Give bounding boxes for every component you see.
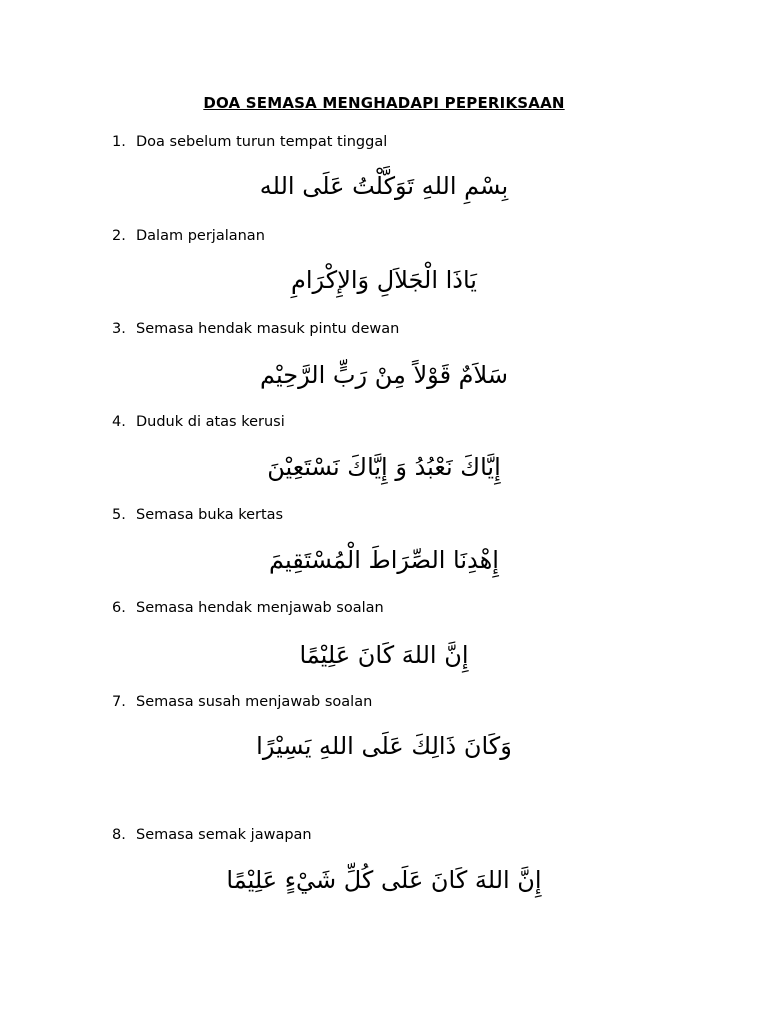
item-number: 3.	[112, 321, 126, 337]
item-text: Semasa hendak masuk pintu dewan	[136, 321, 400, 337]
item-number: 6.	[112, 600, 126, 616]
item-label	[112, 694, 372, 710]
item-label	[112, 228, 265, 244]
item-number: 4.	[112, 414, 126, 430]
item-text: Semasa hendak menjawab soalan	[136, 600, 384, 616]
arabic-prayer: وَكَانَ ذَالِكَ عَلَى اللهِ يَسِيْرًا	[256, 732, 512, 760]
item-number: 8.	[112, 827, 126, 843]
item-label	[112, 414, 285, 430]
arabic-prayer: إِنَّ اللهَ كَانَ عَلَى كُلِّ شَيْءٍ عَلِيْمًا	[226, 866, 542, 894]
item-number: 2.	[112, 228, 126, 244]
item-text: Semasa buka kertas	[136, 507, 284, 523]
item-number: 7.	[112, 694, 126, 710]
item-text: Semasa susah menjawab soalan	[136, 694, 373, 710]
item-number: 5.	[112, 507, 126, 523]
arabic-prayer: إِهْدِنَا الصِّرَاطَ الْمُسْتَقِيمَ	[269, 546, 499, 574]
arabic-prayer: إِيَّاكَ نَعْبُدُ وَ إِيَّاكَ نَسْتَعِيْنَ	[267, 453, 501, 481]
item-number: 1.	[112, 134, 126, 150]
item-text: Duduk di atas kerusi	[136, 414, 285, 430]
arabic-prayer: إِنَّ اللهَ كَانَ عَلِيْمًا	[299, 641, 469, 669]
arabic-prayer: بِسْمِ اللهِ تَوَكَّلْتُ عَلَى الله	[259, 172, 509, 200]
item-label	[112, 134, 387, 150]
arabic-prayer: سَلاَمٌ قَوْلاً مِنْ رَبٍّ الرَّحِيْم	[260, 361, 508, 389]
item-text: Doa sebelum turun tempat tinggal	[136, 134, 388, 150]
item-text: Semasa semak jawapan	[136, 827, 312, 843]
item-text: Dalam perjalanan	[136, 228, 265, 244]
document-title: DOA SEMASA MENGHADAPI PEPERIKSAAN	[203, 94, 565, 112]
item-label	[112, 321, 399, 337]
item-label	[112, 507, 283, 523]
arabic-prayer: يَاذَا الْجَلاَلِ وَالإِكْرَامِ	[291, 266, 477, 294]
item-label	[112, 827, 312, 843]
item-label	[112, 600, 384, 616]
